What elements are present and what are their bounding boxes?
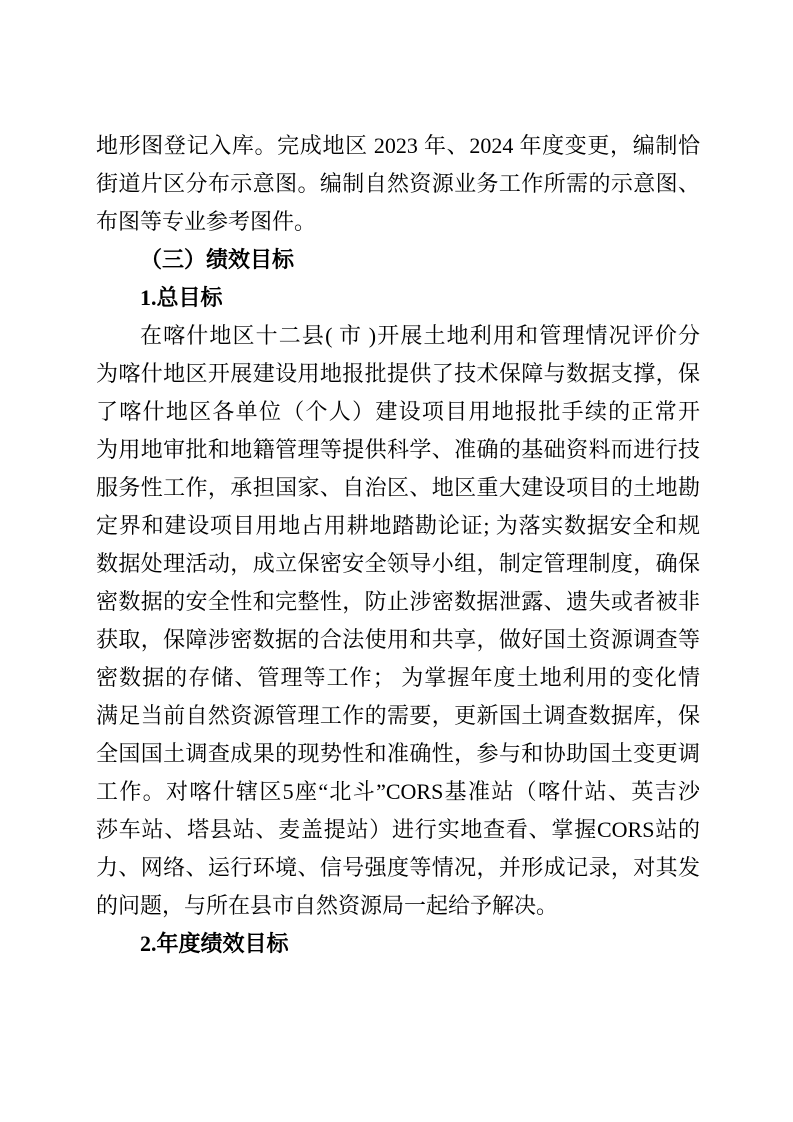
text-line: 布图等专业参考图件。: [96, 209, 317, 234]
text-line: 的问题，与所在县市自然资源局一起给予解决。: [96, 893, 559, 918]
text-line: 获取，保障涉密数据的合法使用和共享，做好国土资源调查等: [96, 627, 700, 652]
text-line: 了喀什地区各单位（个人）建设项目用地报批手续的正常开: [96, 399, 700, 424]
document-text-block: [96, 127, 700, 963]
text-line: 全国国土调查成果的现势性和准确性，参与和协助国土变更调: [96, 741, 700, 766]
text-line: 工作。对喀什辖区5座“北斗”CORS基准站（喀什站、英吉沙: [96, 779, 700, 804]
text-line: 服务性工作，承担国家、自治区、地区重大建设项目的土地勘: [96, 475, 700, 500]
text-line: 为用地审批和地籍管理等提供科学、准确的基础资料而进行技: [96, 437, 700, 462]
text-line: 密数据的存储、管理等工作； 为掌握年度土地利用的变化情: [96, 665, 700, 690]
text-line: 数据处理活动，成立保密安全领导小组，制定管理制度，确保: [96, 551, 700, 576]
text-line: 为喀什地区开展建设用地报批提供了技术保障与数据支撑，保: [96, 361, 700, 386]
text-line: 定界和建设项目用地占用耕地踏勘论证; 为落实数据安全和规: [96, 513, 700, 538]
text-line: 地形图登记入库。完成地区 2023 年、2024 年度变更，编制恰: [96, 133, 700, 158]
heading-annual-performance-goal: 2.年度绩效目标: [140, 931, 289, 956]
text-line: 在喀什地区十二县( 市 )开展土地利用和管理情况评价分: [140, 323, 700, 348]
text-line: 力、网络、运行环境、信号强度等情况，并形成记录，对其发: [96, 855, 700, 880]
text-line: 满足当前自然资源管理工作的需要，更新国土调查数据库，保: [96, 703, 700, 728]
heading-overall-goal: 1.总目标: [140, 285, 223, 310]
heading-performance-goals: （三）绩效目标: [140, 247, 295, 272]
text-line: 街道片区分布示意图。编制自然资源业务工作所需的示意图、: [96, 171, 700, 196]
text-line: 密数据的安全性和完整性，防止涉密数据泄露、遗失或者被非: [96, 589, 700, 614]
text-line: 莎车站、塔县站、麦盖提站）进行实地查看、掌握CORS站的: [96, 817, 700, 842]
